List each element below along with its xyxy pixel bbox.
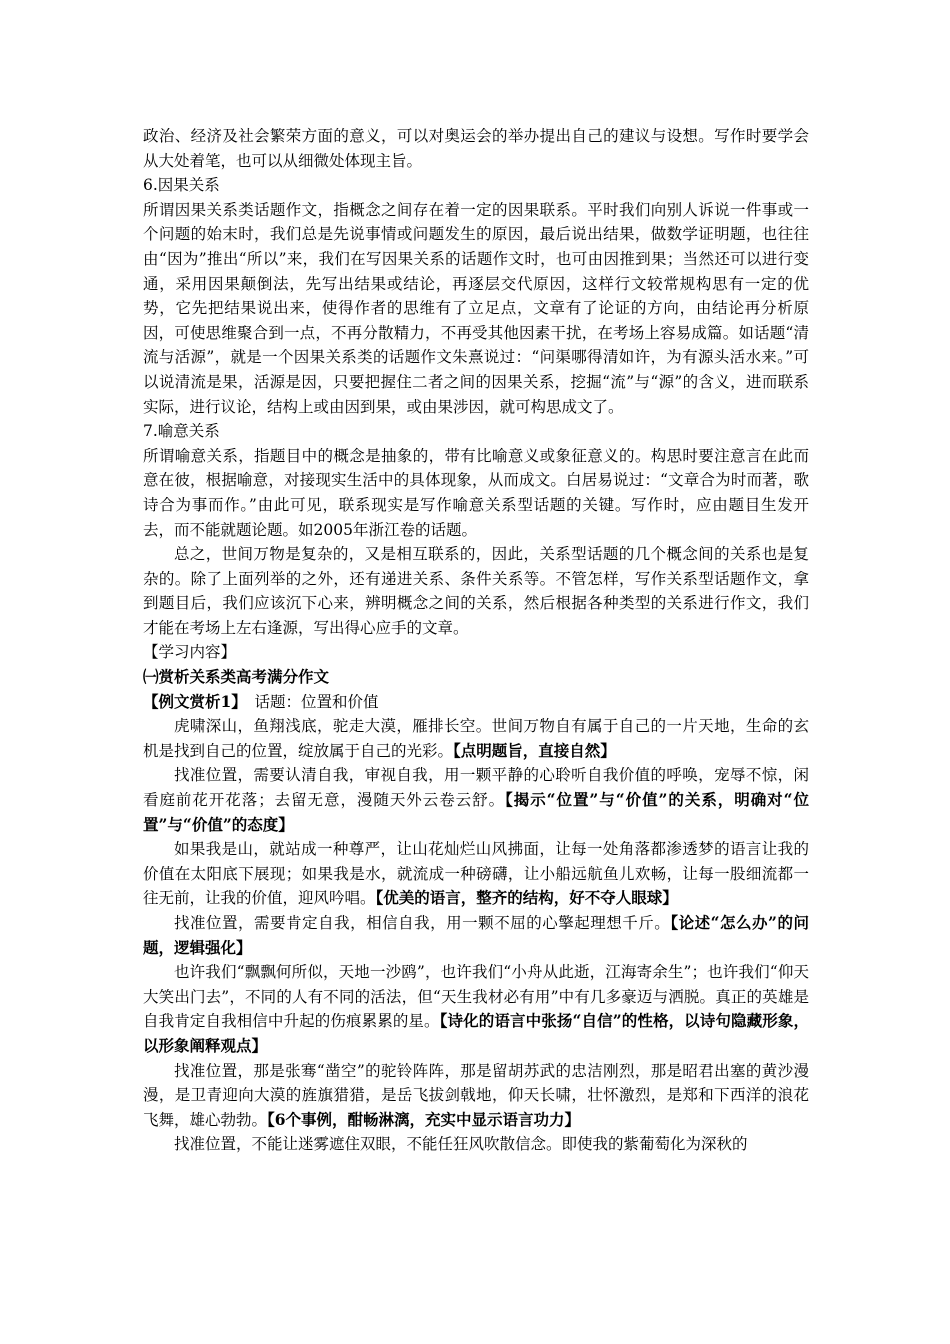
essay-text: 找准位置，需要肯定自我，相信自我，用一颗不屈的心擎起理想千斤。	[174, 914, 671, 932]
essay-paragraph-1	[143, 714, 809, 763]
example-label: 【例文赏析1】	[143, 691, 240, 711]
document-body	[143, 124, 809, 1157]
essay-comment: 【优美的语言，整齐的结构，好不夺人眼球】	[375, 888, 678, 908]
essay-text: 也许我们“飘飘何所似，天地一沙鸥”，也许我们“小舟从此逝，江海寄余生”；也许我们“仰天大笑出门去”，不同的人有不同的活法，但“天生我材必有用”中有几多豪迈与洒脱。真正的英雄是自我肯定自我相信中升起的伤痕累累的星。	[143, 963, 809, 1031]
essay-paragraph-5	[143, 960, 809, 1058]
essay-paragraph-7	[143, 1132, 809, 1157]
example-topic: 话题：位置和价值	[239, 692, 379, 711]
text-run: 总之，世间万物是复杂的，又是相互联系的，因此，关系型话题的几个概念间的关系也是复杂的。除了上面列举的之外，还有递进关系、条件关系等。不管怎样，写作关系型话题作文，拿到题目后，我们应该沉下心来，辨明概念之间的关系，然后根据各种类型的关系进行作文，我们才能在考场上左右逢源，写出得心应手的文章。	[143, 545, 809, 637]
text-run: 所谓喻意关系，指题目中的概念是抽象的，带有比喻意义或象征意义的。构思时要注意言在此而意在彼，根据喻意，对接现实生活中的具体现象，从而成文。白居易说过：“文章合为时而著，歌诗合为事而作。”由此可见，联系现实是写作喻意关系型话题的关键。写作时，应由题目生发开去，而不能就题论题。如2005年浙江卷的话题。	[143, 446, 809, 539]
paragraph-metaphor	[143, 444, 809, 542]
essay-text: 找准位置，需要认清自我，审视自我，用一颗平静的心聆听自我价值的呼唤，宠辱不惊，闲看庭前花开花落；去留无意，漫随天外云卷云舒。	[143, 766, 809, 810]
essay-comment: 【点明题旨，直接自然】	[453, 740, 616, 760]
text-run: 政治、经济及社会繁荣方面的意义，可以对奥运会的举办提出自己的建议与设想。写作时要学会从大处着笔，也可以从细微处体现主旨。	[143, 127, 809, 170]
heading-example-1	[143, 690, 809, 715]
paragraph-olympics-conclusion	[143, 124, 809, 173]
essay-paragraph-6	[143, 1059, 809, 1133]
heading-text: 7.喻意关系	[143, 422, 220, 441]
heading-cause-effect	[143, 173, 809, 198]
paragraph-summary	[143, 542, 809, 640]
essay-paragraph-4	[143, 911, 809, 960]
essay-paragraph-2	[143, 763, 809, 837]
essay-text: 找准位置，那是张骞“凿空”的驼铃阵阵，那是留胡苏武的忠洁刚烈，那是昭君出塞的黄沙漫漫，是卫青迎向大漠的旌旗猎猎，是岳飞拔剑戟地，仰天长啸，壮怀激烈，是郑和下西洋的浪花飞舞，雄心勃勃。	[143, 1061, 809, 1129]
heading-section-appreciation	[143, 665, 809, 690]
heading-text: ㈠赏析关系类高考满分作文	[143, 667, 330, 687]
essay-text: 找准位置，不能让迷雾遮住双眼，不能任狂风吹散信念。即使我的紫葡萄化为深秋的	[174, 1135, 748, 1154]
paragraph-cause-effect	[143, 198, 809, 419]
essay-comment: 【揭示“位置”与“价值”的关系，明确对“位置”与“价值”的态度】	[143, 790, 809, 834]
heading-text: 6.因果关系	[143, 176, 220, 195]
text-run: 所谓因果关系类话题作文，指概念之间存在着一定的因果联系。平时我们向别人诉说一件事或一个问题的始末时，我们总是先说事情或问题发生的原因，最后说出结果，做数学证明题，也往往由“因为”推出“所以”来，我们在写因果关系的话题作文时，也可由因推到果；当然还可以进行变通，采用因果颠倒法，先写出结果或结论，再逐层交代原因，这样行文较常规构思有一定的优势，它先把结果说出来，使得作者的思维有了立足点，文章有了论证的方向，由结论再分析原因，可使思维聚合到一点，不再分散精力，不再受其他因素干扰，在考场上容易成篇。如话题“清流与活源”，就是一个因果关系类的话题作文朱熹说过：“问渠哪得清如许，为有源头活水来。”可以说清流是果，活源是因，只要把握住二者之间的因果关系，挖掘“流”与“源”的含义，进而联系实际，进行议论，结构上或由因到果，或由果涉因，就可构思成文了。	[143, 200, 809, 416]
heading-metaphor	[143, 419, 809, 444]
essay-comment: 【诗化的语言中张扬“自信”的性格，以诗句隐藏形象，以形象阐释观点】	[143, 1011, 809, 1055]
essay-comment: 【论述“怎么办”的问题，逻辑强化】	[143, 913, 809, 957]
heading-text: 【学习内容】	[143, 643, 237, 662]
essay-comment: 【6个事例，酣畅淋漓，充实中显示语言功力】	[267, 1109, 581, 1129]
heading-study-content	[143, 640, 809, 665]
essay-paragraph-3	[143, 837, 809, 911]
essay-text: 如果我是山，就站成一种尊严，让山花灿烂山风拂面，让每一处角落都渗透梦的语言让我的价值在太阳底下展现；如果我是水，就流成一种磅礴，让小船远航鱼儿欢畅，让每一股细流都一往无前，让我的价值，迎风吟唱。	[143, 840, 809, 908]
essay-text: 虎啸深山，鱼翔浅底，驼走大漠，雁排长空。世间万物自有属于自己的一片天地，生命的玄机是找到自己的位置，绽放属于自己的光彩。	[143, 717, 809, 760]
